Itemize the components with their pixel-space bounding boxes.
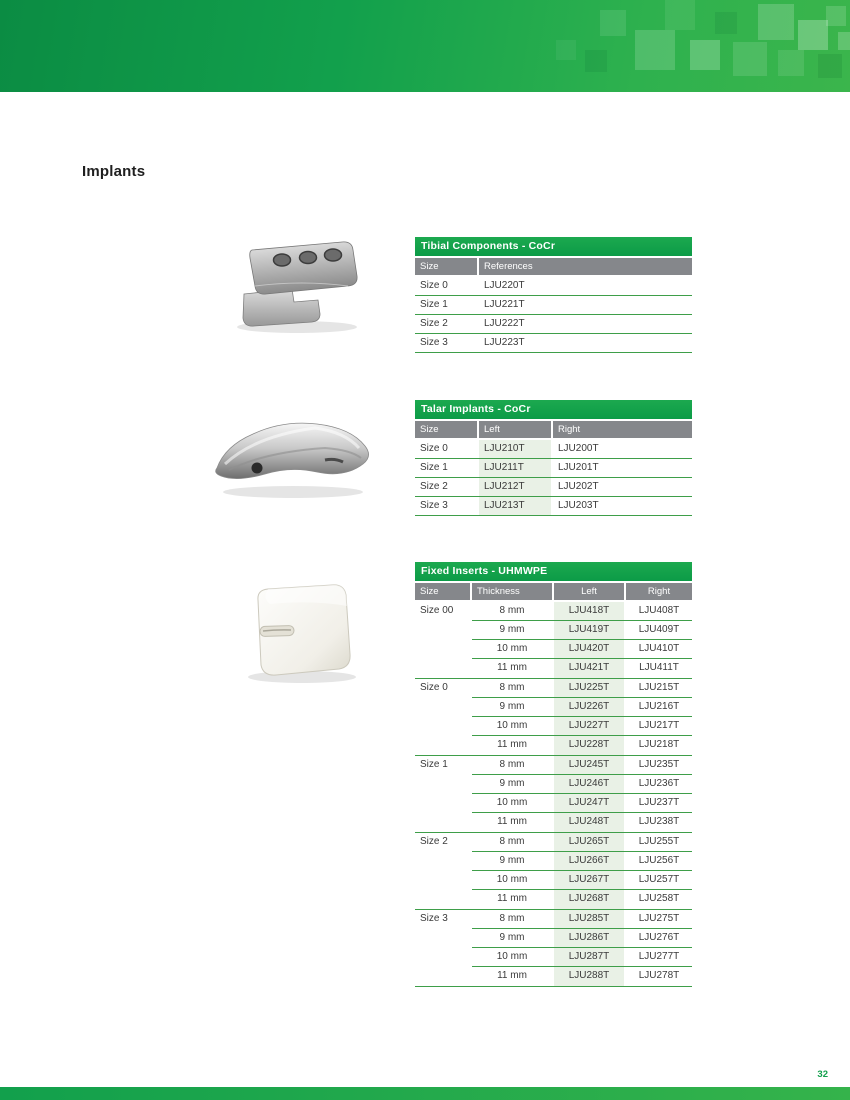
table-cell: LJU421T: [554, 659, 624, 678]
table-row: [415, 315, 692, 334]
size-cell: [415, 659, 470, 678]
size-group: [415, 833, 692, 910]
table-header-row: [415, 258, 692, 275]
table-cell: LJU228T: [554, 736, 624, 755]
fixed-insert-photo: [232, 578, 372, 693]
table-cell: 9 mm: [499, 778, 525, 789]
size-cell: [415, 890, 470, 909]
table-cell: 10 mm: [496, 874, 528, 885]
table-row: [415, 717, 692, 736]
banner-square: [826, 6, 846, 26]
banner-square: [600, 10, 626, 36]
size-cell: [415, 621, 470, 640]
table-row: [415, 440, 692, 459]
table-cell: 9 mm: [499, 932, 525, 943]
talar-implants-table: [415, 400, 692, 516]
table-cell: LJU221T: [484, 299, 525, 310]
size-cell: [415, 736, 470, 755]
talar-implant-illustration: [205, 408, 380, 503]
table-cell: 11 mm: [497, 816, 527, 827]
column-header: Right: [626, 583, 692, 600]
table-cell: 9 mm: [499, 855, 525, 866]
banner-square: [778, 50, 804, 76]
tibial-component-photo: [222, 236, 372, 341]
table-cell: 9 mm: [499, 624, 525, 635]
table-cell: 11 mm: [497, 893, 527, 904]
table-row: [415, 602, 692, 621]
banner-square: [556, 40, 576, 60]
size-group: [415, 910, 692, 987]
size-cell: [415, 852, 470, 871]
size-cell: [415, 717, 470, 736]
table-cell: LJU287T: [554, 948, 624, 967]
table-cell: 11 mm: [497, 970, 527, 981]
page-title: Implants: [82, 163, 146, 180]
size-cell: [415, 929, 470, 948]
size-cell: [415, 813, 470, 832]
table-cell: LJU409T: [638, 624, 680, 635]
table-cell: Size 3: [420, 337, 448, 348]
table-cell: LJU215T: [638, 682, 680, 693]
size-group: [415, 756, 692, 833]
table-cell: LJU222T: [484, 318, 525, 329]
table-cell: LJU217T: [638, 720, 680, 731]
table-cell: LJU225T: [554, 679, 624, 698]
banner-square: [585, 50, 607, 72]
table-row: [415, 967, 692, 986]
banner-square: [838, 32, 850, 50]
size-group: [415, 679, 692, 756]
top-banner: [0, 0, 850, 92]
table-cell: LJU202T: [558, 481, 599, 492]
table-cell: LJU200T: [558, 443, 599, 454]
table-cell: LJU418T: [554, 602, 624, 621]
table-cell: 8 mm: [499, 605, 525, 616]
size-cell: [415, 794, 470, 813]
size-cell: [415, 698, 470, 717]
table-cell: LJU212T: [479, 478, 551, 496]
table-cell: Size 2: [420, 318, 448, 329]
table-cell: LJU248T: [554, 813, 624, 832]
table-cell: LJU286T: [554, 929, 624, 948]
table-row: [415, 478, 692, 497]
banner-square: [798, 20, 828, 50]
table-cell: LJU227T: [554, 717, 624, 736]
table-cell: LJU267T: [554, 871, 624, 890]
table-cell: LJU226T: [554, 698, 624, 717]
table-cell: 11 mm: [497, 662, 527, 673]
column-header: Left: [479, 421, 551, 438]
table-cell: LJU236T: [638, 778, 680, 789]
table-row: [415, 679, 692, 698]
table-cell: LJU275T: [638, 913, 680, 924]
table-cell: Size 1: [420, 299, 448, 310]
table-cell: 8 mm: [499, 682, 525, 693]
table-cell: LJU408T: [638, 605, 680, 616]
table-row: [415, 698, 692, 717]
banner-square: [715, 12, 737, 34]
size-cell: [415, 948, 470, 967]
table-cell: LJU288T: [554, 967, 624, 986]
banner-square: [665, 0, 695, 30]
table-cell: Size 0: [420, 443, 448, 454]
table-row: [415, 459, 692, 478]
banner-square: [818, 54, 842, 78]
page-number: 32: [817, 1069, 828, 1080]
table-cell: LJU216T: [638, 701, 680, 712]
table-row: [415, 659, 692, 678]
table-row: [415, 640, 692, 659]
table-cell: LJU237T: [638, 797, 680, 808]
table-cell: LJU266T: [554, 852, 624, 871]
bottom-banner: [0, 1087, 850, 1100]
table-row: [415, 794, 692, 813]
table-row: [415, 334, 692, 353]
table-cell: Size 0: [420, 280, 448, 291]
table-cell: 8 mm: [499, 913, 525, 924]
table-cell: LJU278T: [638, 970, 680, 981]
table-cell: LJU419T: [554, 621, 624, 640]
table-cell: 11 mm: [497, 739, 527, 750]
table-cell: LJU256T: [638, 855, 680, 866]
table-cell: Size 1: [420, 462, 448, 473]
table-cell: LJU277T: [638, 951, 680, 962]
table-cell: LJU420T: [554, 640, 624, 659]
table-cell: 8 mm: [499, 759, 525, 770]
table-cell: LJU203T: [558, 500, 599, 511]
table-cell: LJU255T: [638, 836, 680, 847]
table-cell: LJU201T: [558, 462, 599, 473]
column-header: Size: [415, 258, 477, 275]
table-header-row: [415, 583, 692, 600]
table-row: [415, 813, 692, 832]
table-row: [415, 948, 692, 967]
table-row: [415, 497, 692, 516]
table-row: [415, 833, 692, 852]
size-group: [415, 602, 692, 679]
size-cell: Size 3: [420, 913, 448, 924]
fixed-insert-illustration: [232, 578, 372, 688]
banner-square: [690, 40, 720, 70]
table-cell: LJU210T: [479, 440, 551, 458]
table-row: [415, 871, 692, 890]
table-row: [415, 736, 692, 755]
table-cell: LJU238T: [638, 816, 680, 827]
size-cell: [415, 640, 470, 659]
tibial-components-table: [415, 237, 692, 353]
table-row: [415, 929, 692, 948]
size-cell: [415, 967, 470, 986]
table-row: [415, 775, 692, 794]
table-cell: 10 mm: [496, 643, 528, 654]
table-title: Fixed Inserts - UHMWPE: [415, 562, 692, 581]
table-cell: LJU235T: [638, 759, 680, 770]
table-cell: LJU268T: [554, 890, 624, 909]
table-row: [415, 621, 692, 640]
column-header: References: [479, 258, 692, 275]
table-cell: LJU276T: [638, 932, 680, 943]
table-cell: LJU247T: [554, 794, 624, 813]
size-cell: Size 00: [420, 605, 454, 616]
size-cell: Size 2: [420, 836, 448, 847]
table-cell: LJU218T: [638, 739, 680, 750]
size-cell: [415, 775, 470, 794]
table-row: [415, 756, 692, 775]
table-header-row: [415, 421, 692, 438]
fixed-inserts-table: [415, 562, 692, 987]
table-cell: LJU410T: [638, 643, 680, 654]
table-row: [415, 277, 692, 296]
table-cell: 9 mm: [499, 701, 525, 712]
table-row: [415, 890, 692, 909]
column-header: Size: [415, 583, 470, 600]
table-cell: LJU211T: [479, 459, 551, 477]
table-cell: LJU265T: [554, 833, 624, 852]
table-cell: 10 mm: [496, 797, 528, 808]
table-cell: LJU285T: [554, 910, 624, 929]
table-cell: LJU258T: [638, 893, 680, 904]
table-cell: 10 mm: [496, 951, 528, 962]
table-cell: 8 mm: [499, 836, 525, 847]
column-header: Size: [415, 421, 477, 438]
table-cell: LJU220T: [484, 280, 525, 291]
table-title: Tibial Components - CoCr: [415, 237, 692, 256]
table-cell: LJU245T: [554, 756, 624, 775]
table-cell: 10 mm: [496, 720, 528, 731]
table-title: Talar Implants - CoCr: [415, 400, 692, 419]
column-header: Thickness: [472, 583, 552, 600]
table-row: [415, 910, 692, 929]
table-cell: Size 3: [420, 500, 448, 511]
table-cell: LJU223T: [484, 337, 525, 348]
banner-square: [635, 30, 675, 70]
tibial-component-illustration: [222, 236, 372, 336]
table-cell: LJU257T: [638, 874, 680, 885]
table-cell: LJU411T: [639, 662, 679, 673]
table-row: [415, 296, 692, 315]
talar-implant-photo: [205, 408, 380, 508]
size-cell: Size 0: [420, 682, 448, 693]
table-row: [415, 852, 692, 871]
table-cell: LJU246T: [554, 775, 624, 794]
size-cell: Size 1: [420, 759, 448, 770]
size-cell: [415, 871, 470, 890]
table-cell: Size 2: [420, 481, 448, 492]
banner-square: [733, 42, 767, 76]
table-cell: LJU213T: [479, 497, 551, 515]
banner-square: [758, 4, 794, 40]
column-header: Right: [553, 421, 692, 438]
column-header: Left: [554, 583, 624, 600]
